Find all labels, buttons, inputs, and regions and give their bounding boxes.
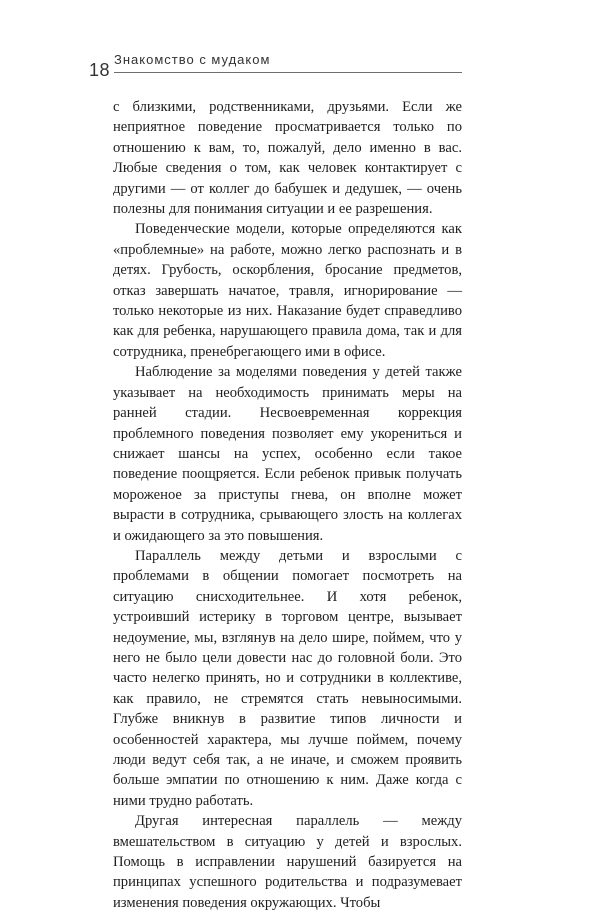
running-title: Знакомство с мудаком xyxy=(114,52,271,67)
paragraph: Параллель между детьми и взрослыми с проблемами в общении помогает посмотреть на ситуацию снисходительнее. И хотя ребенок, устроивший истерику в торговом центре, вызывает недоумение, мы, взглянув на дело шире, поймем, что у него не было цели довести нас до головной боли. Это часто нелегко принять, но и сотрудники в коллективе, как правило, не стремятся стать невыносимыми. Глубже вникнув в развитие типов личности и особенностей характера, мы лучше поймем, почему люди ведут себя так, а не иначе, и сможем проявить больше эмпатии по отношению к ним. Даже когда с ними трудно работать. xyxy=(113,547,462,809)
paragraph: Другая интересная параллель — между вмешательством в ситуацию у детей и взрослых. Помощь в исправлении нарушений базируется на принципах успешного родительства и подразумевает изменения поведения окружающих. Чтобы xyxy=(113,813,462,911)
running-head xyxy=(89,52,462,80)
paragraph: с близкими, родственниками, друзьями. Если же неприятное поведение просматривается только по отношению к вам, то, пожалуй, дело именно в вас. Любые сведения о том, как человек контактирует с другими — от коллег до бабушек и дедушек, — очень полезны для понимания ситуации и ее разрешения. xyxy=(113,99,462,218)
header-rule xyxy=(114,72,462,73)
paragraph: Поведенческие модели, которые определяются как «проблемные» на работе, можно легко распознать и в детях. Грубость, оскорбления, бросание предметов, отказ завершать начатое, травля, игнорирование — только некоторые из них. Наказание будет справедливо как для ребенка, нарушающего правила дома, так и для сотрудника, пренебрегающего ими в офисе. xyxy=(113,221,462,360)
page-number: 18 xyxy=(89,60,111,80)
paragraph: Наблюдение за моделями поведения у детей также указывает на необходимость принимать меры на ранней стадии. Несвоевременная коррекция проблемного поведения позволяет ему укорениться и снижает шансы на успех, особенно если такое поведение поощряется. Если ребенок привык получать мороженое за приступы гнева, он вполне может вырасти в сотрудника, срывающего злость на коллегах и ожидающего за это повышения. xyxy=(113,364,462,544)
body-text xyxy=(113,97,462,913)
